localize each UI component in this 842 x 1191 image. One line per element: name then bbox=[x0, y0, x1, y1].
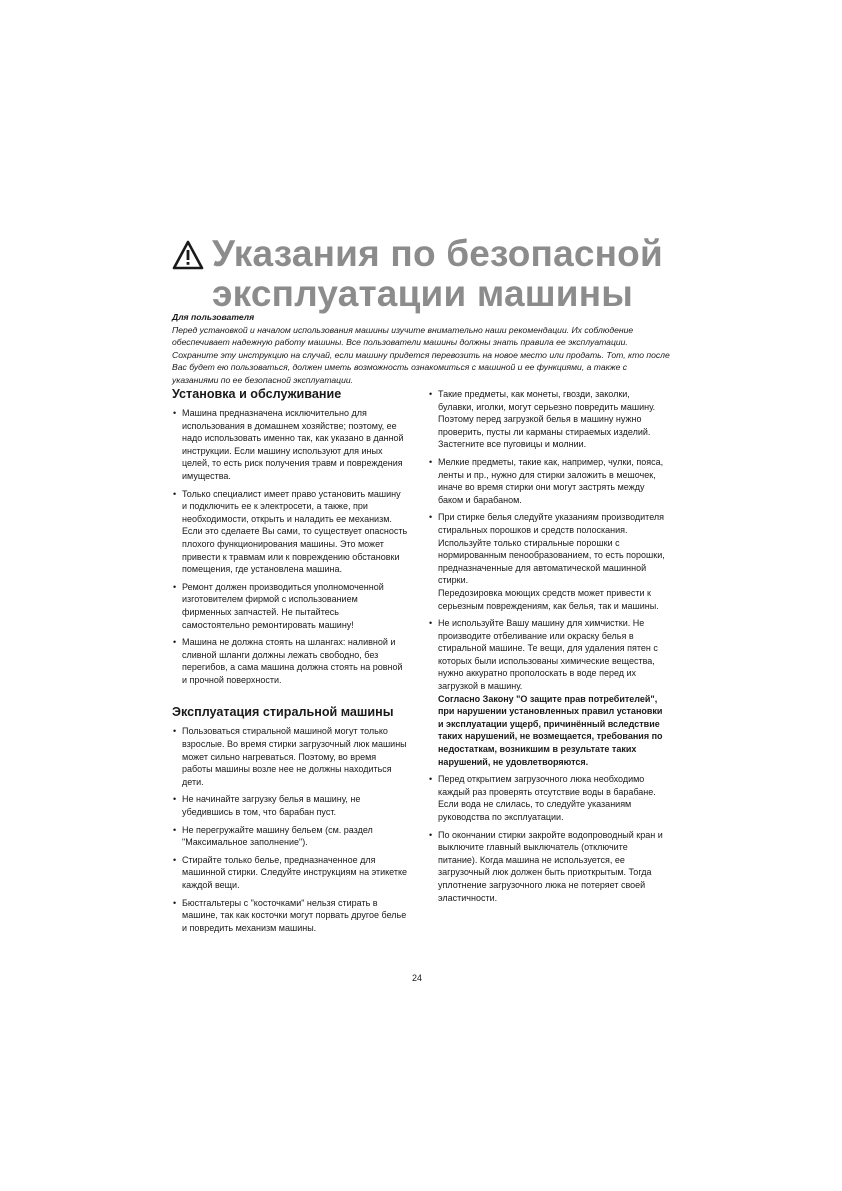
list-item: • По окончании стирки закройте водопроводный кран и выключите главный выключатель (отключите питание). Когда машина не используется, ее загрузочный люк должен быть приоткрытым. Тогда уплотнение загрузочного люка не потеряет своей эластичности. bbox=[429, 829, 663, 903]
section-heading-operation: Эксплуатация стиральной машины bbox=[172, 705, 394, 720]
list-item: • Бюстгальтеры с "косточками" нельзя стирать в машине, так как косточки могут порвать другое белье и повредить механизм машины. bbox=[173, 897, 407, 933]
bullet-icon: • bbox=[429, 618, 433, 629]
page-title-line-1: Указания по безопасной bbox=[212, 233, 663, 274]
consumer-law-note: Согласно Закону "О защите прав потребителей", при нарушении установленных правил установки и эксплуатации ущерб, причинённый вследствие таких нарушений, не возмещается, требования по недостаткам, возникшим в результате таких нарушений, не удовлетворяются. bbox=[438, 693, 663, 767]
installation-list bbox=[172, 407, 408, 686]
list-item: • При стирке белья следуйте указаниям производителя стиральных порошков и средств полоскания. Используйте только стиральные порошки с нормированным пенообразованием, то есть порошки, предназначенные для автоматической машинной стирки. Передозировка моющих средств может привести к серьезным повреждениям, как белья, так и машины. bbox=[429, 512, 665, 611]
bullet-icon: • bbox=[173, 824, 177, 835]
bullet-icon: • bbox=[429, 456, 433, 467]
bullet-icon: • bbox=[173, 488, 177, 499]
list-item: • Ремонт должен производиться уполномоченной изготовителем фирмой с использованием фирменных запчастей. Не пытайтесь самостоятельно ремонтировать машину! bbox=[173, 581, 384, 630]
section-heading-installation: Установка и обслуживание bbox=[172, 387, 342, 401]
intro-label: Для пользователя bbox=[172, 312, 255, 322]
list-item: • Машина предназначена исключительно для использования в домашнем хозяйстве; поэтому, ее надо использовать именно так, как указано в данной инструкции. Если машину используют для иных целей, то есть риск получения травм и повреждения имущества. bbox=[173, 408, 404, 481]
warning-triangle-icon bbox=[172, 240, 204, 270]
bullet-icon: • bbox=[173, 408, 177, 418]
bullet-icon: • bbox=[173, 726, 177, 737]
operation-list bbox=[172, 725, 408, 934]
bullet-icon: • bbox=[173, 854, 177, 865]
list-item: • Перед открытием загрузочного люка необходимо каждый раз проверять отсутствие воды в барабане. Если вода не слилась, то следуйте указаниям руководства по эксплуатации. bbox=[429, 774, 656, 822]
left-column bbox=[172, 388, 408, 939]
list-item: • Пользоваться стиральной машиной могут только взрослые. Во время стирки загрузочный люк машины может сильно нагреваться. Поэтому, во время работы машины возле нее не должны находиться дети. bbox=[173, 726, 407, 787]
intro-paragraph bbox=[172, 311, 672, 387]
list-item: • Мелкие предметы, такие как, например, чулки, пояса, ленты и пр., нужно для стирки заложить в мешочек, иначе во время стирки они могут застрять между баком и барабаном. bbox=[429, 456, 664, 505]
right-list bbox=[428, 388, 668, 904]
list-item: • Стирайте только белье, предназначенное для машинной стирки. Следуйте инструкциям на этикетке каждой вещи. bbox=[173, 854, 408, 890]
bullet-icon: • bbox=[173, 637, 177, 648]
list-item: • Не начинайте загрузку белья в машину, не убедившись в том, что барабан пуст. bbox=[173, 794, 361, 818]
bullet-icon: • bbox=[173, 581, 177, 592]
bullet-icon: • bbox=[173, 794, 177, 805]
bullet-icon: • bbox=[173, 897, 177, 908]
bullet-icon: • bbox=[429, 389, 433, 399]
intro-text: Перед установкой и началом использования машины изучите внимательно наши рекомендации. Их соблюдение обеспечивает надежную работу машины. Все пользователи машины должны знать правила ее эксплуатации. Сохраните эту инструкцию на случай, если машину придется перевозить на новое место или продать. Тот, кто после Вас будет ею пользоваться, должен иметь возможность ознакомиться с машиной и ее функциями, а также с указаниями по ее безопасной эксплуатации. bbox=[172, 324, 670, 385]
list-item: • Не перегружайте машину бельем (см. раздел "Максимальное заполнение"). bbox=[173, 824, 373, 848]
right-column bbox=[428, 388, 668, 909]
list-item: • Машина не должна стоять на шлангах: наливной и сливной шланги должны лежать свободно, без перегибов, а сама машина должна стоять на ровной и прочной поверхности. bbox=[173, 637, 403, 685]
bullet-icon: • bbox=[429, 829, 433, 840]
page-title-line-2: эксплуатации машины bbox=[212, 273, 634, 314]
bullet-icon: • bbox=[429, 774, 433, 785]
bullet-icon: • bbox=[429, 512, 433, 523]
list-item: • Не используйте Вашу машину для химчистки. Не производите отбеливание или окраску белья в стиральной машине. Те вещи, для удаления пятен с которых были использованы химические вещества, нужно аккуратно прополоскать в воде перед их загрузкой в машину. Согласно Закону "О защите прав потребителей", при нарушении установленных правил установки и эксплуатации ущерб, причинённый вследствие таких нарушений, не возмещается, требования по недостаткам, возникшим в результате таких нарушений, не удовлетворяются. bbox=[428, 617, 668, 768]
page-number: 24 bbox=[412, 973, 423, 983]
list-item: • Такие предметы, как монеты, гвозди, заколки, булавки, иголки, могут серьезно повредить машину. Поэтому перед загрузкой белья в машину нужно проверить, пусты ли карманы стираемых изделий. Застегните все пуговицы и молнии. bbox=[429, 389, 656, 450]
list-item: • Только специалист имеет право установить машину и подключить ее к электросети, а также, при необходимости, открыть и наладить ее механизм. Если это сделаете Вы сами, то существует опасность плохого функционирования машины. Это может привести к травмам или к повреждению обстановки помещения, где установлена машина. bbox=[173, 488, 408, 575]
